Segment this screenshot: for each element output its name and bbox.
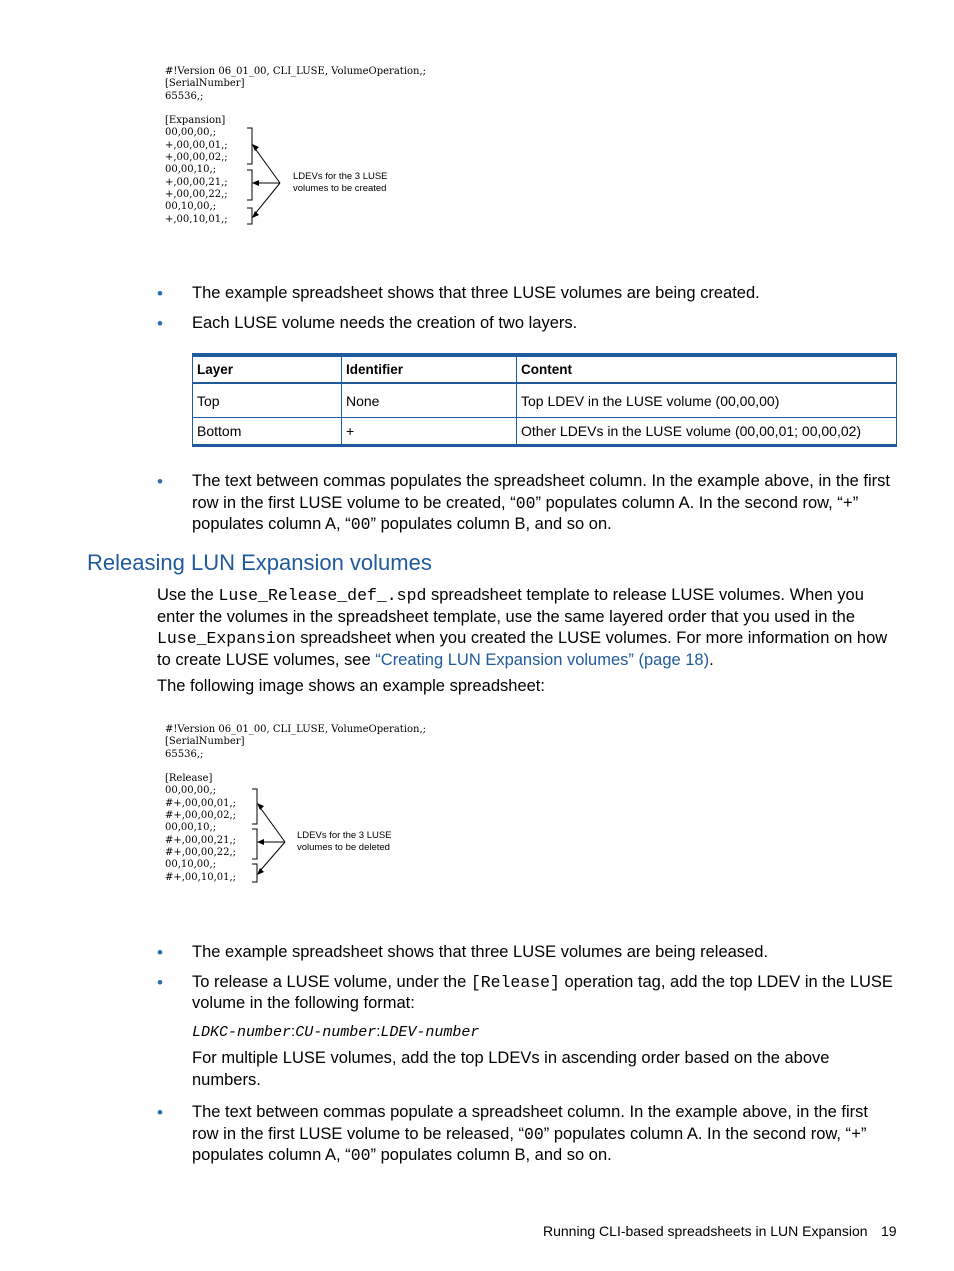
code-text: 00: [350, 515, 371, 534]
page-number: 19: [881, 1223, 897, 1239]
code-line: 00,00,00,;: [165, 127, 217, 139]
code-line: 00,10,00,;: [165, 859, 217, 871]
text: ” populates column A, “: [192, 1124, 867, 1164]
table-cell: Bottom: [193, 418, 342, 446]
format-part: LDEV-number: [380, 1023, 480, 1041]
code-line: [165, 761, 426, 773]
column-header-content: Content: [517, 355, 897, 383]
code-line: #+,00,00,22,;: [165, 846, 237, 858]
body-paragraph: [157, 585, 897, 671]
code-line: [165, 103, 426, 115]
table-cell: Top LDEV in the LUSE volume (00,00,00): [517, 383, 897, 418]
table-row: [193, 418, 897, 446]
code-text: +: [851, 1124, 861, 1144]
code-line: +,00,00,01,;: [165, 139, 228, 151]
table-header-row: [193, 355, 897, 383]
text: ” populates column B, and so on.: [370, 515, 612, 533]
format-part: LDKC-number: [192, 1023, 292, 1041]
code-line: 00,00,00,;: [165, 785, 217, 797]
text: .: [709, 650, 714, 669]
footer-title: Running CLI-based spreadsheets in LUN Expansion: [543, 1223, 868, 1239]
text: spreadsheet when you created the LUSE volumes. For more information on how to create LUSE volumes, see: [157, 629, 888, 669]
code-line: 00,00,10,;: [165, 164, 217, 176]
format-syntax: [192, 1021, 897, 1044]
list-item: • The example spreadsheet shows that three LUSE volumes are being released.: [157, 942, 897, 964]
code-text: 00: [515, 493, 536, 513]
column-header-layer: Layer: [193, 355, 342, 383]
code-line: #+,00,00,01,;: [165, 797, 237, 809]
code-text: 00: [523, 1124, 544, 1144]
code-line: 65536,;: [165, 90, 204, 102]
text: The text between commas populates the spreadsheet column. In the example above, in the first row in the first LUSE volume to be created, “: [192, 472, 890, 512]
text: ” populates column A. In the second row, “: [535, 493, 843, 512]
section-heading: Releasing LUN Expansion volumes: [87, 550, 432, 575]
code-line: #!Version 06_01_00, CLI_LUSE, VolumeOperation,;: [165, 66, 427, 77]
figure1-brackets-arrows: [240, 125, 300, 230]
format-part: CU-number: [295, 1023, 377, 1041]
list-item: [157, 1102, 897, 1167]
table-cell: None: [342, 383, 517, 418]
figure2-brackets-arrows: [245, 784, 305, 889]
text: ” populates column A. In the second row, “: [543, 1124, 852, 1143]
text: spreadsheet template to release LUSE volumes. When you enter the volumes in the spreadsheet template, use the same layered order that you used in the: [157, 586, 864, 626]
body-paragraph: The following image shows an example spreadsheet:: [157, 677, 545, 695]
code-line: [Expansion]: [165, 115, 226, 127]
text: ” populates column A, “: [192, 493, 859, 533]
text: ” populates column B, and so on.: [370, 1146, 612, 1164]
callout-line: LDEVs for the 3 LUSE: [297, 830, 392, 841]
list-item: [157, 471, 897, 536]
table-cell: +: [342, 418, 517, 446]
callout-line: volumes to be deleted: [297, 842, 390, 853]
code-line: +,00,10,01,;: [165, 213, 228, 225]
bullet-list: [157, 471, 897, 536]
cross-reference-link[interactable]: “Creating LUN Expansion volumes” (page 18): [375, 650, 710, 669]
table-row: [193, 383, 897, 418]
code-text: 00: [350, 1146, 371, 1165]
code-line: [SerialNumber]: [165, 78, 245, 90]
figure2-callout: [297, 830, 392, 854]
code-line: 00,00,10,;: [165, 822, 217, 834]
code-line: #!Version 06_01_00, CLI_LUSE, VolumeOperation,;: [165, 724, 427, 735]
list-item-note: For multiple LUSE volumes, add the top LDEVs in ascending order based on the above numbers.: [192, 1049, 830, 1089]
code-line: [Release]: [165, 773, 213, 785]
list-item: • The example spreadsheet shows that three LUSE volumes are being created.: [157, 283, 897, 305]
code-text: Luse_Release_def_.spd: [218, 586, 427, 605]
table-cell: Top: [193, 383, 342, 418]
code-line: [SerialNumber]: [165, 736, 245, 748]
code-line: #+,00,10,01,;: [165, 871, 237, 883]
layer-table: [192, 353, 897, 447]
format-separator: :: [291, 1022, 296, 1040]
code-line: +,00,00,02,;: [165, 152, 228, 164]
text: Use the: [157, 586, 219, 604]
list-item-text: [192, 972, 897, 1015]
text: operation tag, add the top LDEV in the LUSE volume in the following format:: [192, 972, 893, 1012]
column-header-identifier: Identifier: [342, 355, 517, 383]
code-line: +,00,00,22,;: [165, 188, 228, 200]
bullet-list: [157, 942, 897, 1167]
list-item: • Each LUSE volume needs the creation of two layers.: [157, 313, 897, 335]
text: The text between commas populate a spreadsheet column. In the example above, in the first row in the first LUSE volume to be released, “: [192, 1103, 868, 1143]
format-separator: :: [376, 1022, 381, 1040]
list-item: [157, 972, 897, 1092]
code-line: 00,10,00,;: [165, 201, 217, 213]
code-text: [Release]: [470, 972, 560, 992]
table-cell: Other LDEVs in the LUSE volume (00,00,01; 00,00,02): [517, 418, 897, 446]
code-line: #+,00,00,21,;: [165, 834, 237, 846]
code-line: #+,00,00,02,;: [165, 810, 237, 822]
figure1-callout: [293, 171, 388, 195]
callout-line: LDEVs for the 3 LUSE: [293, 171, 388, 182]
code-line: +,00,00,21,;: [165, 176, 228, 188]
bullet-list: [157, 283, 897, 334]
code-text: +: [842, 493, 853, 513]
text: To release a LUSE volume, under the: [192, 972, 471, 991]
code-text: Luse_Expansion: [157, 629, 296, 648]
code-line: 65536,;: [165, 748, 204, 760]
callout-line: volumes to be created: [293, 183, 387, 194]
